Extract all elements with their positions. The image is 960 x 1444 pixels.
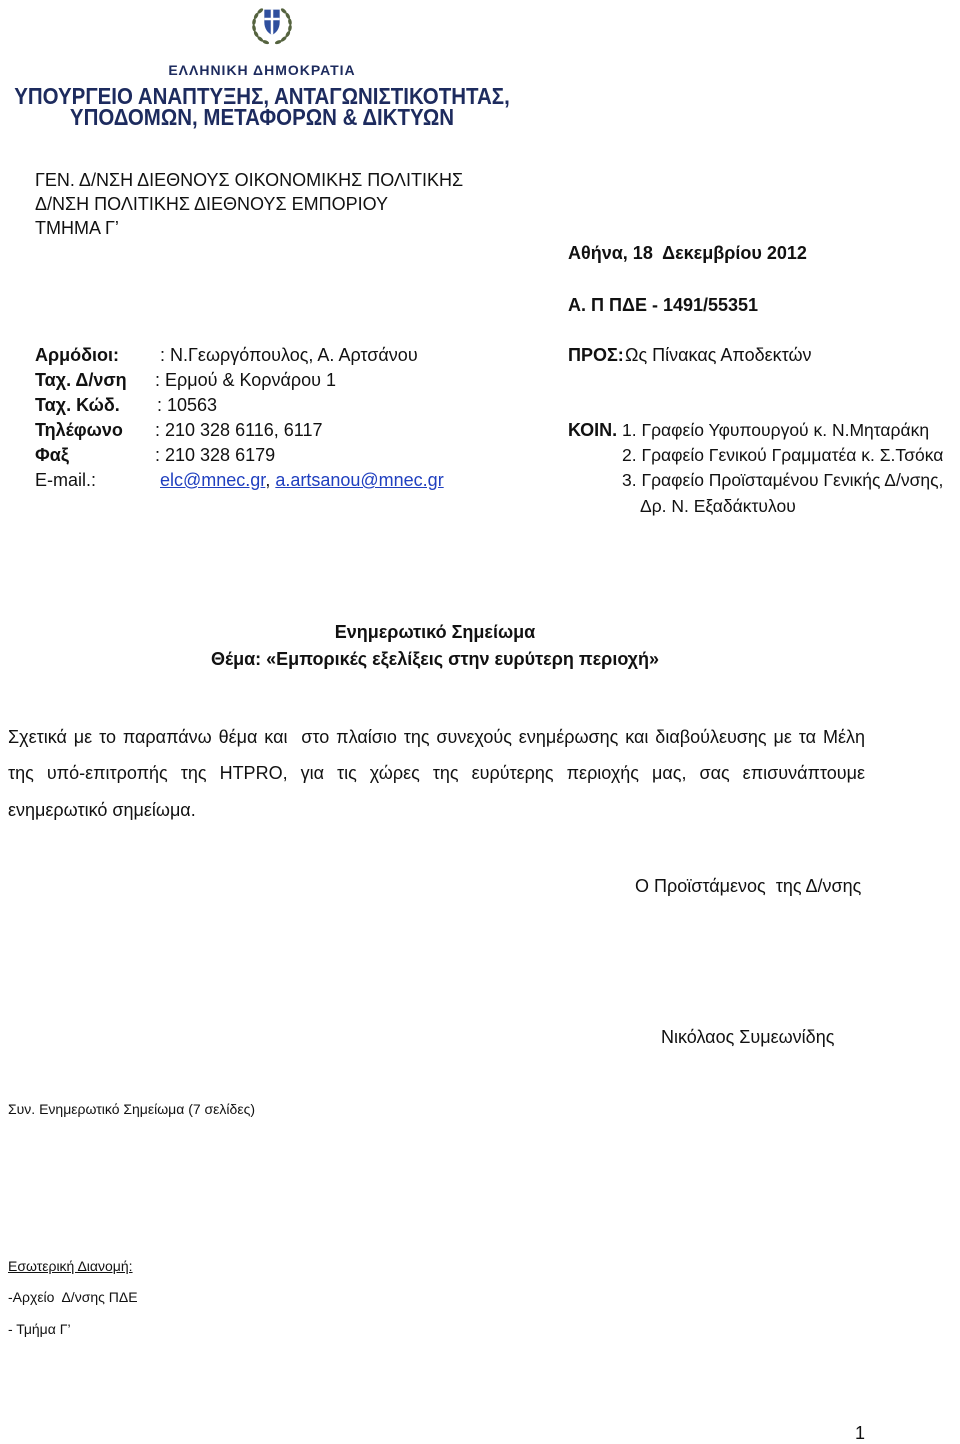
email-link-artsanou[interactable]: a.artsanou@mnec.gr xyxy=(275,470,444,490)
dateline: Αθήνα, 18 Δεκεμβρίου 2012 xyxy=(568,243,807,263)
signature-name: Νικόλαος Συμεωνίδης xyxy=(661,1027,835,1047)
signature-role: Ο Προϊστάμενος της Δ/νσης xyxy=(635,876,862,896)
contact-value-fax: : 210 328 6179 xyxy=(155,445,276,465)
letterhead-ministry-line-2: ΥΠΟΔΟΜΩΝ, ΜΕΤΑΦΟΡΩΝ & ΔΙΚΤΥΩΝ xyxy=(69,104,455,130)
contact-label-phone: Τηλέφωνο xyxy=(35,420,123,440)
letterhead-ministry-line-1: ΥΠΟΥΡΓΕΙΟ ΑΝΑΠΤΥΞΗΣ, ΑΝΤΑΓΩΝΙΣΤΙΚΟΤΗΤΑΣ, xyxy=(14,83,510,109)
cc-label: ΚΟΙΝ. xyxy=(568,420,618,440)
contact-label-fax: Φαξ xyxy=(35,445,69,465)
attachment-note: Συν. Ενημερωτικό Σημείωμα (7 σελίδες) xyxy=(8,1101,255,1117)
internal-distribution-item: - Τμήμα Γ’ xyxy=(8,1321,71,1337)
cc-item: 2. Γραφείο Γενικού Γραμματέα κ. Σ.Τσόκα xyxy=(622,445,944,465)
memo-title: Ενημερωτικό Σημείωμα xyxy=(334,622,536,642)
contact-value-postcode: : 10563 xyxy=(157,395,218,415)
contact-label-responsible: Αρμόδιοι: xyxy=(35,345,120,365)
page-number: 1 xyxy=(855,1423,866,1443)
cc-item: 3. Γραφείο Προϊσταμένου Γενικής Δ/νσης, xyxy=(622,470,944,490)
contact-label-postcode: Ταχ. Κώδ. xyxy=(35,395,120,415)
contact-value-phone: : 210 328 6116, 6117 xyxy=(155,420,323,440)
cc-item: Δρ. Ν. Εξαδάκτυλου xyxy=(640,496,796,516)
department-line: ΓΕΝ. Δ/ΝΣΗ ΔΙΕΘΝΟΥΣ ΟΙΚΟΝΟΜΙΚΗΣ ΠΟΛΙΤΙΚΗΣ xyxy=(35,170,464,190)
internal-distribution-heading: Εσωτερική Διανομή: xyxy=(8,1258,133,1274)
email-link-elc[interactable]: elc@mnec.gr xyxy=(160,470,266,490)
contact-value-address: : Ερμού & Κορνάρου 1 xyxy=(155,370,337,390)
body-line: της υπό-επιτροπής της HTPRO, για τις χώρες της ευρύτερης περιοχής μας, σας επισυνάπτουμε xyxy=(8,763,865,783)
letterhead-country: ΕΛΛΗΝΙΚΗ ΔΗΜΟΚΡΑΤΙΑ xyxy=(168,62,356,78)
memo-subject: Θέμα: «Εμπορικές εξελίξεις στην ευρύτερη περιοχή» xyxy=(210,649,660,669)
email-separator: , xyxy=(265,470,276,490)
contact-label-email: E-mail.: xyxy=(35,470,97,490)
department-line: ΤΜΗΜΑ Γ’ xyxy=(35,218,119,238)
to-value: Ως Πίνακας Αποδεκτών xyxy=(625,345,812,365)
contact-label-address: Ταχ. Δ/νση xyxy=(35,370,127,390)
body-line: ενημερωτικό σημείωμα. xyxy=(8,800,196,820)
contact-email-links xyxy=(160,469,444,491)
protocol-number: Α. Π ΠΔΕ - 1491/55351 xyxy=(568,295,759,315)
internal-distribution-item: -Αρχείο Δ/νσης ΠΔΕ xyxy=(8,1289,138,1305)
body-line: Σχετικά με το παραπάνω θέμα και στο πλαίσιο της συνεχούς ενημέρωσης και διαβούλευσης με τα Μέλη xyxy=(8,727,865,747)
greek-coat-of-arms-icon xyxy=(248,0,296,48)
cc-item: 1. Γραφείο Υφυπουργού κ. Ν.Μηταράκη xyxy=(622,420,930,440)
department-line: Δ/ΝΣΗ ΠΟΛΙΤΙΚΗΣ ΔΙΕΘΝΟΥΣ ΕΜΠΟΡΙΟΥ xyxy=(35,194,389,214)
contact-value-responsible: : Ν.Γεωργόπουλος, Α. Αρτσάνου xyxy=(160,345,418,365)
to-label: ΠΡΟΣ: xyxy=(568,345,624,365)
